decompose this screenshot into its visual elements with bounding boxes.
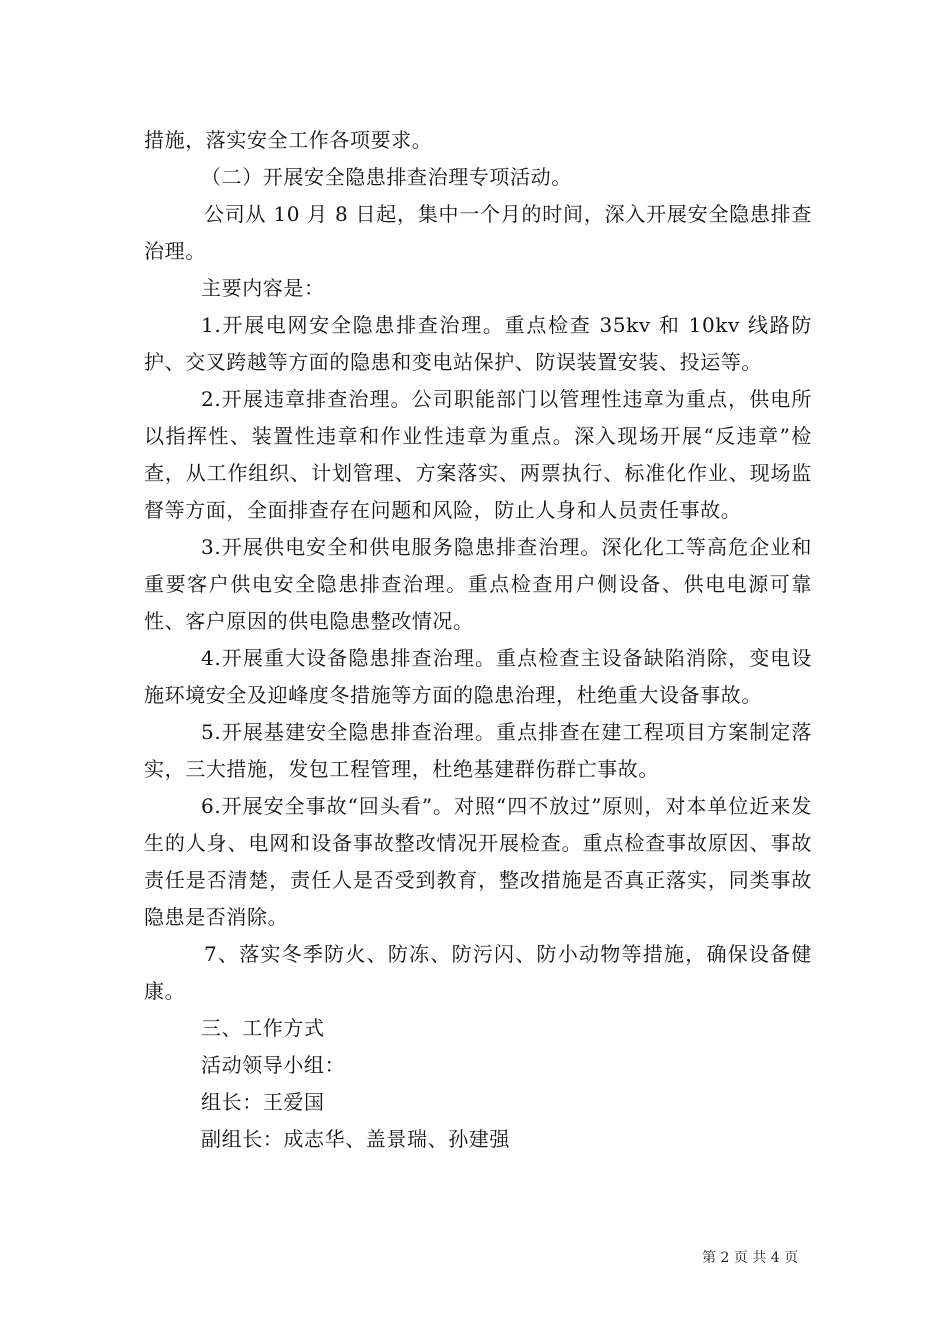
section-heading-3: 三、工作方式 [201, 1016, 325, 1040]
deputy-group-leaders: 副组长：成志华、盖景瑞、孙建强 [201, 1127, 510, 1151]
body-text [144, 122, 812, 1158]
list-item-3: 3.开展供电安全和供电服务隐患排查治理。深化化工等高危企业和重要客户供电安全隐患排查治理。重点检查用户侧设备、供电电源可靠性、客户原因的供电隐患整改情况。 [144, 535, 812, 633]
list-item-1: 1.开展电网安全隐患排查治理。重点检查 35kv 和 10kv 线路防护、交叉跨越等方面的隐患和变电站保护、防误装置安装、投运等。 [144, 313, 812, 374]
list-item-4: 4.开展重大设备隐患排查治理。重点检查主设备缺陷消除，变电设施环境安全及迎峰度冬措施等方面的隐患治理，杜绝重大设备事故。 [144, 646, 812, 707]
paragraph-main-content: 主要内容是： [201, 276, 325, 300]
list-item-6: 6.开展安全事故“回头看”。对照“四不放过”原则，对本单位近来发生的人身、电网和设备事故整改情况开展检查。重点检查事故原因、事故责任是否清楚，责任人是否受到教育，整改措施是否真正落实，同类事故隐患是否消除。 [144, 794, 812, 929]
page-number-footer: 第 2 页 共 4 页 [702, 1250, 799, 1266]
paragraph-continuation: 措施，落实安全工作各项要求。 [144, 128, 433, 152]
section-heading-2: （二）开展安全隐患排查治理专项活动。 [201, 165, 572, 189]
paragraph-schedule: 公司从 10 月 8 日起，集中一个月的时间，深入开展安全隐患排查治理。 [144, 202, 812, 263]
list-item-2: 2.开展违章排查治理。公司职能部门以管理性违章为重点，供电所以指挥性、装置性违章和作业性违章为重点。深入现场开展“反违章”检查，从工作组织、计划管理、方案落实、两票执行、标准化作业、现场监督等方面，全面排查存在问题和风险，防止人身和人员责任事故。 [144, 387, 812, 522]
list-item-7: 7、落实冬季防火、防冻、防污闪、防小动物等措施，确保设备健康。 [144, 942, 812, 1003]
leadership-group-label: 活动领导小组： [201, 1053, 346, 1077]
group-leader: 组长：王爱国 [201, 1090, 325, 1114]
list-item-5: 5.开展基建安全隐患排查治理。重点排查在建工程项目方案制定落实，三大措施，发包工程管理，杜绝基建群伤群亡事故。 [144, 720, 812, 781]
